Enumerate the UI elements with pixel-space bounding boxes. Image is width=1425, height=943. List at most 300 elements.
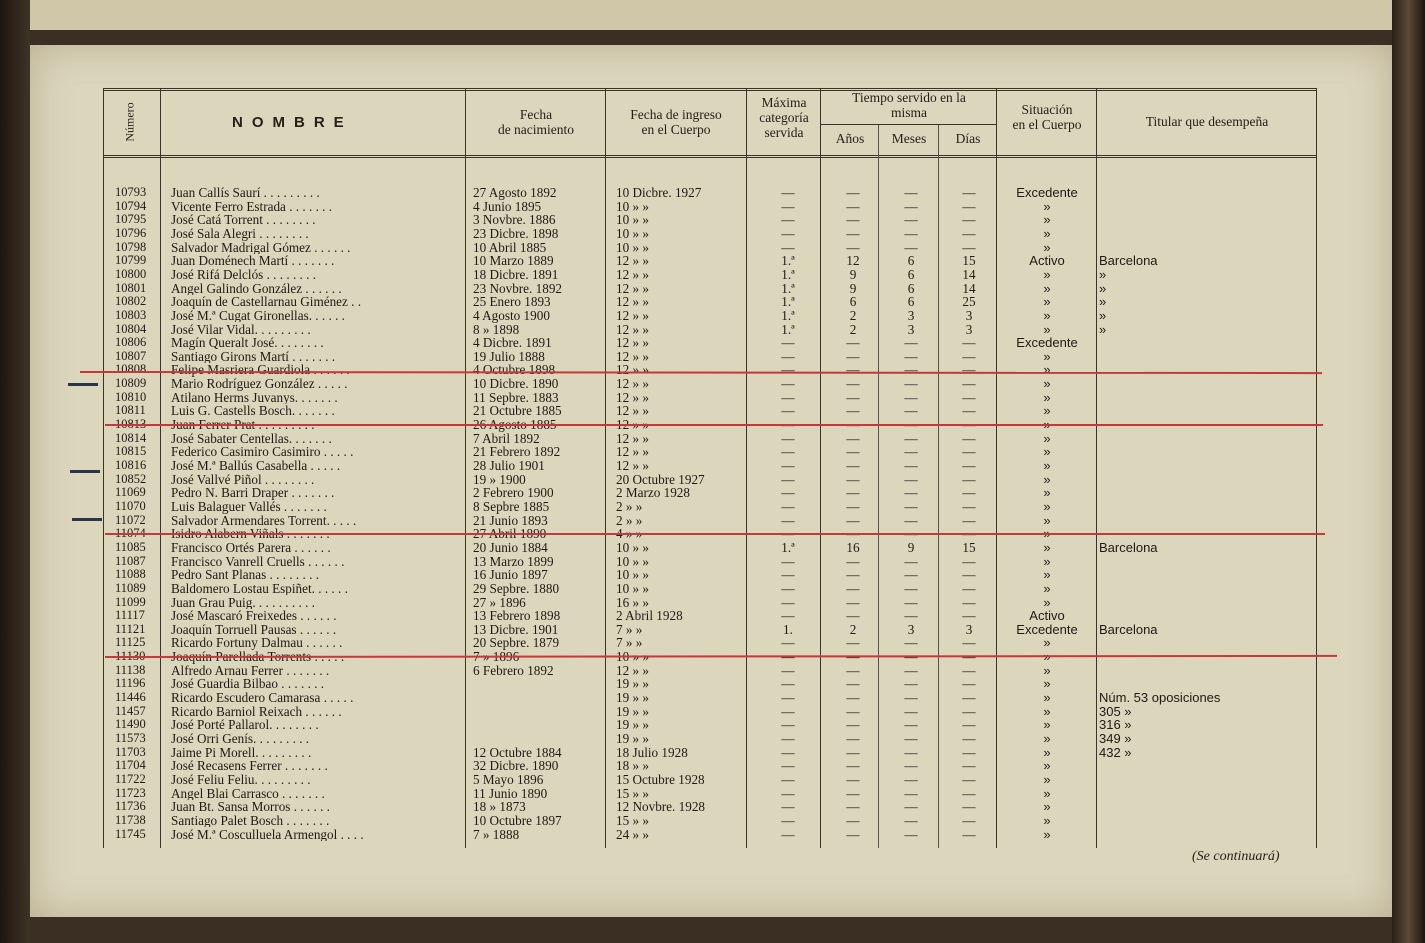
page-top-strip [30,0,1392,30]
row-max-category: — [781,608,795,624]
row-title: 432 » [1099,744,1132,760]
row-years: — [846,785,860,801]
row-status: » [1043,785,1051,801]
row-max-category: — [781,335,795,351]
row-status: » [1043,280,1051,296]
row-days: — [962,662,976,678]
row-status: » [1043,799,1051,815]
row-entry-date: 12 » » [616,430,649,446]
row-months: 6 [907,294,915,310]
row-days: — [962,635,976,651]
row-months: — [904,635,918,651]
row-years: — [846,608,860,624]
header-maxima-categoria: Máxima categoría servida [759,95,809,140]
row-birth-date: 29 Sepbre. 1880 [473,580,560,596]
table-row [103,623,1317,637]
row-days: — [962,471,976,487]
row-entry-date: 19 » » [616,717,649,733]
row-name: Isidro Alabern Viñals . . . . . . . [171,527,330,541]
row-years: — [846,771,860,787]
row-name: Angel Galindo González . . . . . . [171,281,342,296]
row-status: » [1043,471,1051,487]
row-birth-date: 11 Sepbre. 1883 [473,389,559,405]
row-months: 9 [907,539,915,555]
row-months: — [904,649,918,665]
header-nombre: NOMBRE [232,114,353,131]
table-row [103,800,1317,814]
row-birth-date: 20 Sepbre. 1879 [473,635,560,651]
row-years: — [846,389,860,405]
row-years: — [846,212,860,228]
row-birth-date: 13 Marzo 1899 [473,553,554,569]
row-number: 10804 [115,321,147,336]
row-name: Santiago Palet Bosch . . . . . . . [171,813,330,828]
row-years: — [846,444,860,460]
row-birth-date: 7 » 1888 [473,826,520,842]
row-years: — [846,417,860,433]
row-years: — [846,580,860,596]
row-years: 2 [849,621,857,637]
row-years: — [846,758,860,774]
row-years: — [846,376,860,392]
row-years: 9 [849,280,857,296]
row-name: Alfredo Arnau Ferrer . . . . . . . [171,663,330,678]
row-days: — [962,676,976,692]
table-row [103,295,1317,309]
row-days: — [962,376,976,392]
row-months: — [904,690,918,706]
row-number: 11121 [115,621,146,636]
row-number: 10810 [115,389,147,404]
row-status: Excedente [1016,185,1078,200]
row-days: — [962,758,976,774]
row-months: 3 [907,621,915,637]
row-max-category: — [781,498,795,514]
row-days: — [962,744,976,760]
row-months: — [904,812,918,828]
row-name: Juan Ferrer Prat . . . . . . . . . [171,418,315,432]
table-row [103,596,1317,610]
row-number: 11088 [115,567,146,582]
row-title: 316 » [1099,717,1132,733]
row-years: — [846,594,860,610]
row-months: — [904,458,918,473]
row-status: » [1043,539,1051,555]
row-months: — [904,225,918,241]
row-birth-date: 10 Octubre 1897 [473,812,562,828]
row-years: — [846,458,860,473]
row-birth-date: 20 Junio 1884 [473,539,548,555]
table-row [103,828,1317,842]
row-days: — [962,594,976,610]
row-years: — [846,485,860,501]
row-max-category: — [781,553,795,569]
row-status: » [1043,376,1051,392]
row-max-category: — [781,526,795,542]
row-name: Federico Casimiro Casimiro . . . . . [171,445,354,459]
row-birth-date: 19 Julio 1888 [473,348,545,364]
row-name: Atilano Herms Juvanys. . . . . . . [171,390,338,405]
row-entry-date: 10 » » [616,553,649,569]
row-birth-date: 5 Mayo 1896 [473,771,544,787]
row-number: 11085 [115,539,146,554]
row-status: » [1043,498,1051,514]
row-birth-date: 2 Febrero 1900 [473,485,554,501]
row-status: » [1043,812,1051,828]
row-max-category: — [781,690,795,706]
row-name: José Catá Torrent . . . . . . . . [171,213,316,227]
row-entry-date: 15 Octubre 1928 [616,771,705,787]
row-name: Magín Queralt José. . . . . . . . [171,336,324,350]
row-entry-date: 2 Abril 1928 [616,608,683,624]
row-birth-date: 7 » 1896 [473,649,520,665]
row-entry-date: 19 » » [616,690,649,706]
row-entry-date: 10 » » [616,198,649,214]
row-months: 6 [907,253,915,269]
row-number: 10793 [115,185,147,199]
row-entry-date: 19 » » [616,731,649,746]
row-name: Salvador Madrigal Gómez . . . . . . [171,240,351,255]
table-row [103,377,1317,391]
row-years: — [846,717,860,733]
row-days: — [962,771,976,787]
row-number: 10798 [115,239,147,254]
row-max-category: 1.ª [781,294,795,310]
row-entry-date: 12 » » [616,389,649,405]
row-entry-date: 12 » » [616,253,649,269]
row-number: 10807 [115,348,147,363]
row-max-category: — [781,594,795,610]
row-number: 10806 [115,335,147,350]
table-row [103,732,1317,746]
row-name: Ricardo Escudero Camarasa . . . . . [171,691,354,705]
row-entry-date: 10 » » [616,225,649,241]
row-birth-date: 21 Junio 1893 [473,512,548,528]
row-months: — [904,662,918,678]
row-days: — [962,703,976,719]
row-years: — [846,335,860,351]
row-name: José Rifá Delclós . . . . . . . . [171,267,317,282]
row-birth-date: 32 Dicbre. 1890 [473,758,559,774]
row-max-category: — [781,185,795,200]
row-number: 10852 [115,471,147,486]
row-months: 3 [907,307,915,323]
row-years: — [846,403,860,419]
table-row [103,282,1317,296]
row-days: — [962,512,976,528]
row-days: 15 [962,253,976,269]
row-days: — [962,717,976,733]
row-number: 10803 [115,307,147,322]
row-years: — [846,553,860,569]
table-row [103,514,1317,528]
row-birth-date: 25 Enero 1893 [473,294,551,310]
row-status: » [1043,403,1051,419]
row-number: 11745 [115,826,146,841]
row-name: José M.ª Cugat Gironellas. . . . . . [171,308,345,323]
table-row [103,568,1317,582]
row-months: — [904,608,918,624]
table-row [103,486,1317,500]
row-months: — [904,553,918,569]
row-status: Excedente [1016,621,1078,637]
row-entry-date: 12 » » [616,294,649,310]
table-row [103,814,1317,828]
row-birth-date: 4 Junio 1895 [473,198,542,214]
row-days: — [962,826,976,842]
row-max-category: — [781,348,795,364]
row-entry-date: 2 » » [616,498,643,514]
table-row [103,582,1317,596]
row-name: José Vallvé Piñol . . . . . . . . [171,472,315,487]
table-row [103,677,1317,691]
row-days: — [962,799,976,815]
table-row [103,350,1317,364]
row-birth-date: 8 » 1898 [473,321,520,337]
row-months: — [904,594,918,610]
row-months: — [904,498,918,514]
row-years: — [846,567,860,583]
row-months: — [904,444,918,460]
row-number: 11736 [115,799,146,814]
row-number: 10802 [115,294,147,309]
row-status: » [1043,826,1051,842]
row-months: — [904,485,918,501]
row-days: — [962,444,976,460]
row-name: José M.ª Ballús Casabella . . . . . [171,459,341,473]
row-months: — [904,239,918,255]
row-months: — [904,335,918,351]
row-months: — [904,348,918,364]
row-status: » [1043,594,1051,610]
row-max-category: — [781,417,795,433]
row-years: — [846,676,860,692]
row-days: — [962,785,976,801]
row-number: 11074 [115,526,146,541]
row-entry-date: 12 » » [616,458,649,473]
row-entry-date: 12 » » [616,376,649,392]
row-days: 3 [965,621,973,637]
row-birth-date: 7 Abril 1892 [473,430,540,446]
row-months: — [904,744,918,760]
row-months: — [904,430,918,446]
row-max-category: 1.ª [781,253,795,269]
table-row [103,636,1317,650]
table-row [103,391,1317,405]
row-years: — [846,799,860,815]
row-title: » [1099,307,1107,323]
header-meses: Meses [891,131,927,146]
row-entry-date: 19 » » [616,676,649,692]
row-name: Mario Rodríguez González . . . . . [171,377,348,391]
row-days: — [962,198,976,214]
row-birth-date: 13 Febrero 1898 [473,608,561,624]
row-birth-date: 4 Agosto 1900 [473,307,550,323]
row-status: » [1043,553,1051,569]
row-max-category: — [781,444,795,460]
row-birth-date: 27 Agosto 1892 [473,185,557,200]
row-months: — [904,403,918,419]
row-status: » [1043,731,1051,746]
row-entry-date: 4 » » [616,526,643,542]
row-birth-date: 23 Dicbre. 1898 [473,225,559,241]
table-row [103,718,1317,732]
row-years: 2 [849,307,857,323]
row-months: — [904,676,918,692]
row-days: — [962,335,976,351]
row-max-category: 1.ª [781,539,795,555]
row-name: Angel Blai Carrasco . . . . . . . [171,786,325,801]
row-number: 11117 [115,608,145,623]
row-days: 3 [965,321,973,337]
row-days: — [962,812,976,828]
table-row [103,555,1317,569]
header-situacion: Situación en el Cuerpo [1012,102,1082,132]
table-row [103,241,1317,255]
row-name: Luis Balaguer Vallés . . . . . . . [171,499,327,514]
row-number: 11087 [115,553,146,568]
header-tiempo-servido: Tiempo servido en la misma [852,90,966,120]
row-max-category: — [781,676,795,692]
row-name: Juan Callís Saurí . . . . . . . . . [171,186,320,200]
row-birth-date: 4 Octubre 1898 [473,362,556,378]
row-months: — [904,417,918,433]
table-row [103,500,1317,514]
row-name: Juan Doménech Martí . . . . . . . [171,254,335,268]
continuation-note: (Se continuará) [1192,849,1280,864]
row-birth-date: 18 Dicbre. 1891 [473,266,559,282]
row-years: — [846,498,860,514]
row-years: — [846,826,860,842]
row-entry-date: 10 » » [616,539,649,555]
row-months: — [904,826,918,842]
row-birth-date: 27 » 1896 [473,594,526,610]
table-row [103,432,1317,446]
row-max-category: — [781,758,795,774]
row-years: — [846,471,860,487]
row-months: — [904,771,918,787]
row-number: 10811 [115,403,146,418]
row-max-category: — [781,731,795,746]
row-number: 11069 [115,485,146,500]
row-number: 10796 [115,225,147,240]
row-status: » [1043,198,1051,214]
row-max-category: — [781,389,795,405]
row-birth-date: 21 Febrero 1892 [473,444,561,460]
row-years: — [846,744,860,760]
row-days: — [962,649,976,665]
row-months: — [904,580,918,596]
row-max-category: 1.ª [781,307,795,323]
row-days: — [962,553,976,569]
row-max-category: — [781,362,795,378]
row-name: Francisco Vanrell Cruells . . . . . . [171,554,345,569]
book-spine [1392,0,1425,943]
row-name: José Sabater Centellas. . . . . . . [171,431,332,446]
row-days: — [962,608,976,624]
row-max-category: — [781,403,795,419]
table-row [103,705,1317,719]
header-titular: Titular que desempeña [1145,114,1269,129]
row-max-category: 1.ª [781,321,795,337]
row-max-category: — [781,430,795,446]
row-years: 2 [849,321,857,337]
table-row [103,459,1317,473]
row-number: 10813 [115,417,147,432]
row-years: — [846,649,860,665]
row-name: José Recasens Ferrer . . . . . . . [171,759,328,773]
row-name: Santiago Girons Martí . . . . . . . [171,349,336,364]
row-name: Pedro Sant Planas . . . . . . . . [171,568,319,582]
row-name: Luis G. Castells Bosch. . . . . . . [171,404,335,418]
row-max-category: — [781,826,795,842]
row-birth-date: 4 Dicbre. 1891 [473,335,552,351]
row-months: — [904,567,918,583]
row-days: — [962,567,976,583]
row-years: — [846,348,860,364]
row-max-category: — [781,812,795,828]
row-name: José Porté Pallarol. . . . . . . . [171,718,319,732]
row-days: — [962,362,976,378]
row-name: Joaquín Parellada Torrents . . . . . [171,650,345,664]
row-status: » [1043,717,1051,733]
row-days: 14 [962,266,976,282]
row-name: José Feliu Feliu. . . . . . . . . [171,772,311,787]
row-max-category: — [781,717,795,733]
row-status: Excedente [1016,335,1078,351]
row-max-category: — [781,635,795,651]
row-entry-date: 10 » » [616,212,649,228]
row-status: » [1043,458,1051,473]
row-years: — [846,812,860,828]
row-years: — [846,198,860,214]
row-entry-date: 12 » » [616,362,649,378]
row-months: — [904,471,918,487]
row-years: — [846,430,860,446]
row-entry-date: 2 Marzo 1928 [616,485,690,501]
row-entry-date: 12 Novbre. 1928 [616,799,706,815]
row-months: — [904,198,918,214]
book-left-edge [0,0,30,943]
row-name: Joaquín Torruell Pausas . . . . . . [171,622,337,637]
table-row [103,664,1317,678]
row-title: Núm. 53 oposiciones [1099,690,1221,706]
row-name: Baldomero Lostau Espiñet. . . . . . [171,581,348,596]
row-number: 11070 [115,498,146,513]
row-max-category: — [781,744,795,760]
row-name: José Vilar Vidal. . . . . . . . . [171,322,311,337]
row-years: — [846,703,860,719]
row-months: — [904,212,918,228]
row-years: — [846,526,860,542]
row-number: 11130 [115,649,146,664]
row-entry-date: 12 » » [616,662,649,678]
row-max-category: — [781,471,795,487]
row-days: 3 [965,307,973,323]
row-months: — [904,362,918,378]
row-entry-date: 12 » » [616,444,649,460]
row-name: Juan Grau Puig. . . . . . . . . . [171,595,315,610]
row-max-category: — [781,567,795,583]
row-days: — [962,731,976,746]
row-years: — [846,635,860,651]
row-days: — [962,185,976,200]
row-days: — [962,239,976,255]
row-years: 6 [849,294,857,310]
row-birth-date: 10 Abril 1885 [473,239,547,255]
table-row [103,541,1317,555]
row-entry-date: 15 » » [616,812,649,828]
